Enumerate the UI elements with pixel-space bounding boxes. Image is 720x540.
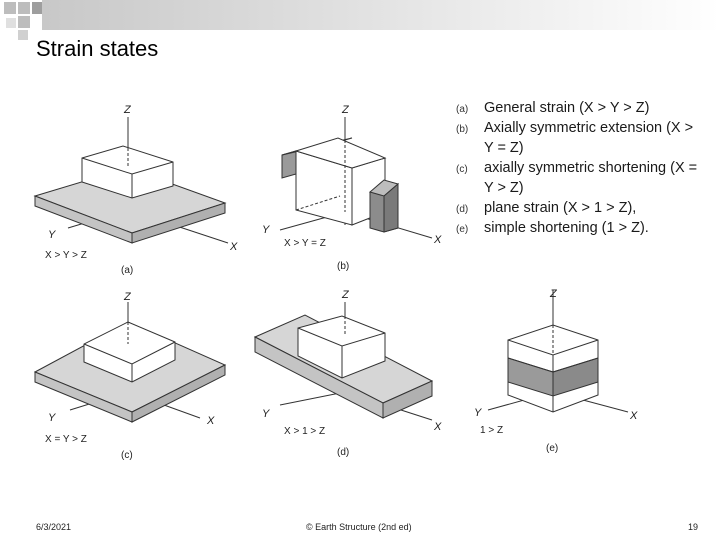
panel-d-block xyxy=(255,302,432,420)
panel-letter: (e) xyxy=(546,443,559,454)
panel-c-block xyxy=(35,302,225,422)
list-item xyxy=(456,218,706,238)
list-text: plane strain (X > 1 > Z), xyxy=(484,200,637,216)
axis-label-z: Z xyxy=(124,291,131,303)
list-item xyxy=(456,198,706,218)
panel-e-block xyxy=(488,290,628,412)
axis-label-x: X xyxy=(434,234,442,246)
axis-label-z: Z xyxy=(342,289,349,301)
list-item xyxy=(456,98,706,118)
axis-label-y: Y xyxy=(474,407,482,419)
list-text: axially symmetric shortening (X = Y > Z) xyxy=(484,160,698,196)
footer-page-number: 19 xyxy=(688,522,699,532)
panel-letter: (b) xyxy=(337,261,350,272)
slide-title: Strain states xyxy=(36,36,159,61)
strain-list xyxy=(456,98,706,238)
axis-label-x: X xyxy=(434,421,442,433)
axis-label-z: Z xyxy=(550,288,557,300)
axis-label-z: Z xyxy=(124,104,131,116)
axis-label-x: X xyxy=(207,415,215,427)
axis-label-y: Y xyxy=(48,229,56,241)
panel-b-block xyxy=(280,117,432,238)
list-text: simple shortening (1 > Z). xyxy=(484,220,649,236)
panel-relation: 1 > Z xyxy=(480,425,504,436)
list-marker: (a) xyxy=(456,104,469,115)
panel-a-block xyxy=(35,117,228,243)
axis-label-z: Z xyxy=(342,104,349,116)
list-marker: (b) xyxy=(456,124,469,135)
list-item xyxy=(456,158,706,198)
panel-relation: X > 1 > Z xyxy=(284,426,326,437)
list-text: General strain (X > Y > Z) xyxy=(484,100,650,116)
list-text: Axially symmetric extension (X > Y = Z) xyxy=(484,120,694,156)
list-marker: (c) xyxy=(456,164,468,175)
footer-source: © Earth Structure (2nd ed) xyxy=(306,522,412,532)
axis-label-y: Y xyxy=(262,408,270,420)
panel-letter: (c) xyxy=(121,450,133,461)
panel-relation: X > Y = Z xyxy=(284,238,326,249)
panel-relation: X = Y > Z xyxy=(45,434,87,445)
panel-relation: X > Y > Z xyxy=(45,250,87,261)
panel-letter: (a) xyxy=(121,265,134,276)
list-marker: (e) xyxy=(456,224,469,235)
axis-label-y: Y xyxy=(262,224,270,236)
axis-label-x: X xyxy=(230,241,238,253)
list-marker: (d) xyxy=(456,204,469,215)
footer-date: 6/3/2021 xyxy=(36,522,72,532)
axis-label-y: Y xyxy=(48,412,56,424)
list-item xyxy=(456,118,706,158)
axis-label-x: X xyxy=(630,410,638,422)
panel-letter: (d) xyxy=(337,447,350,458)
